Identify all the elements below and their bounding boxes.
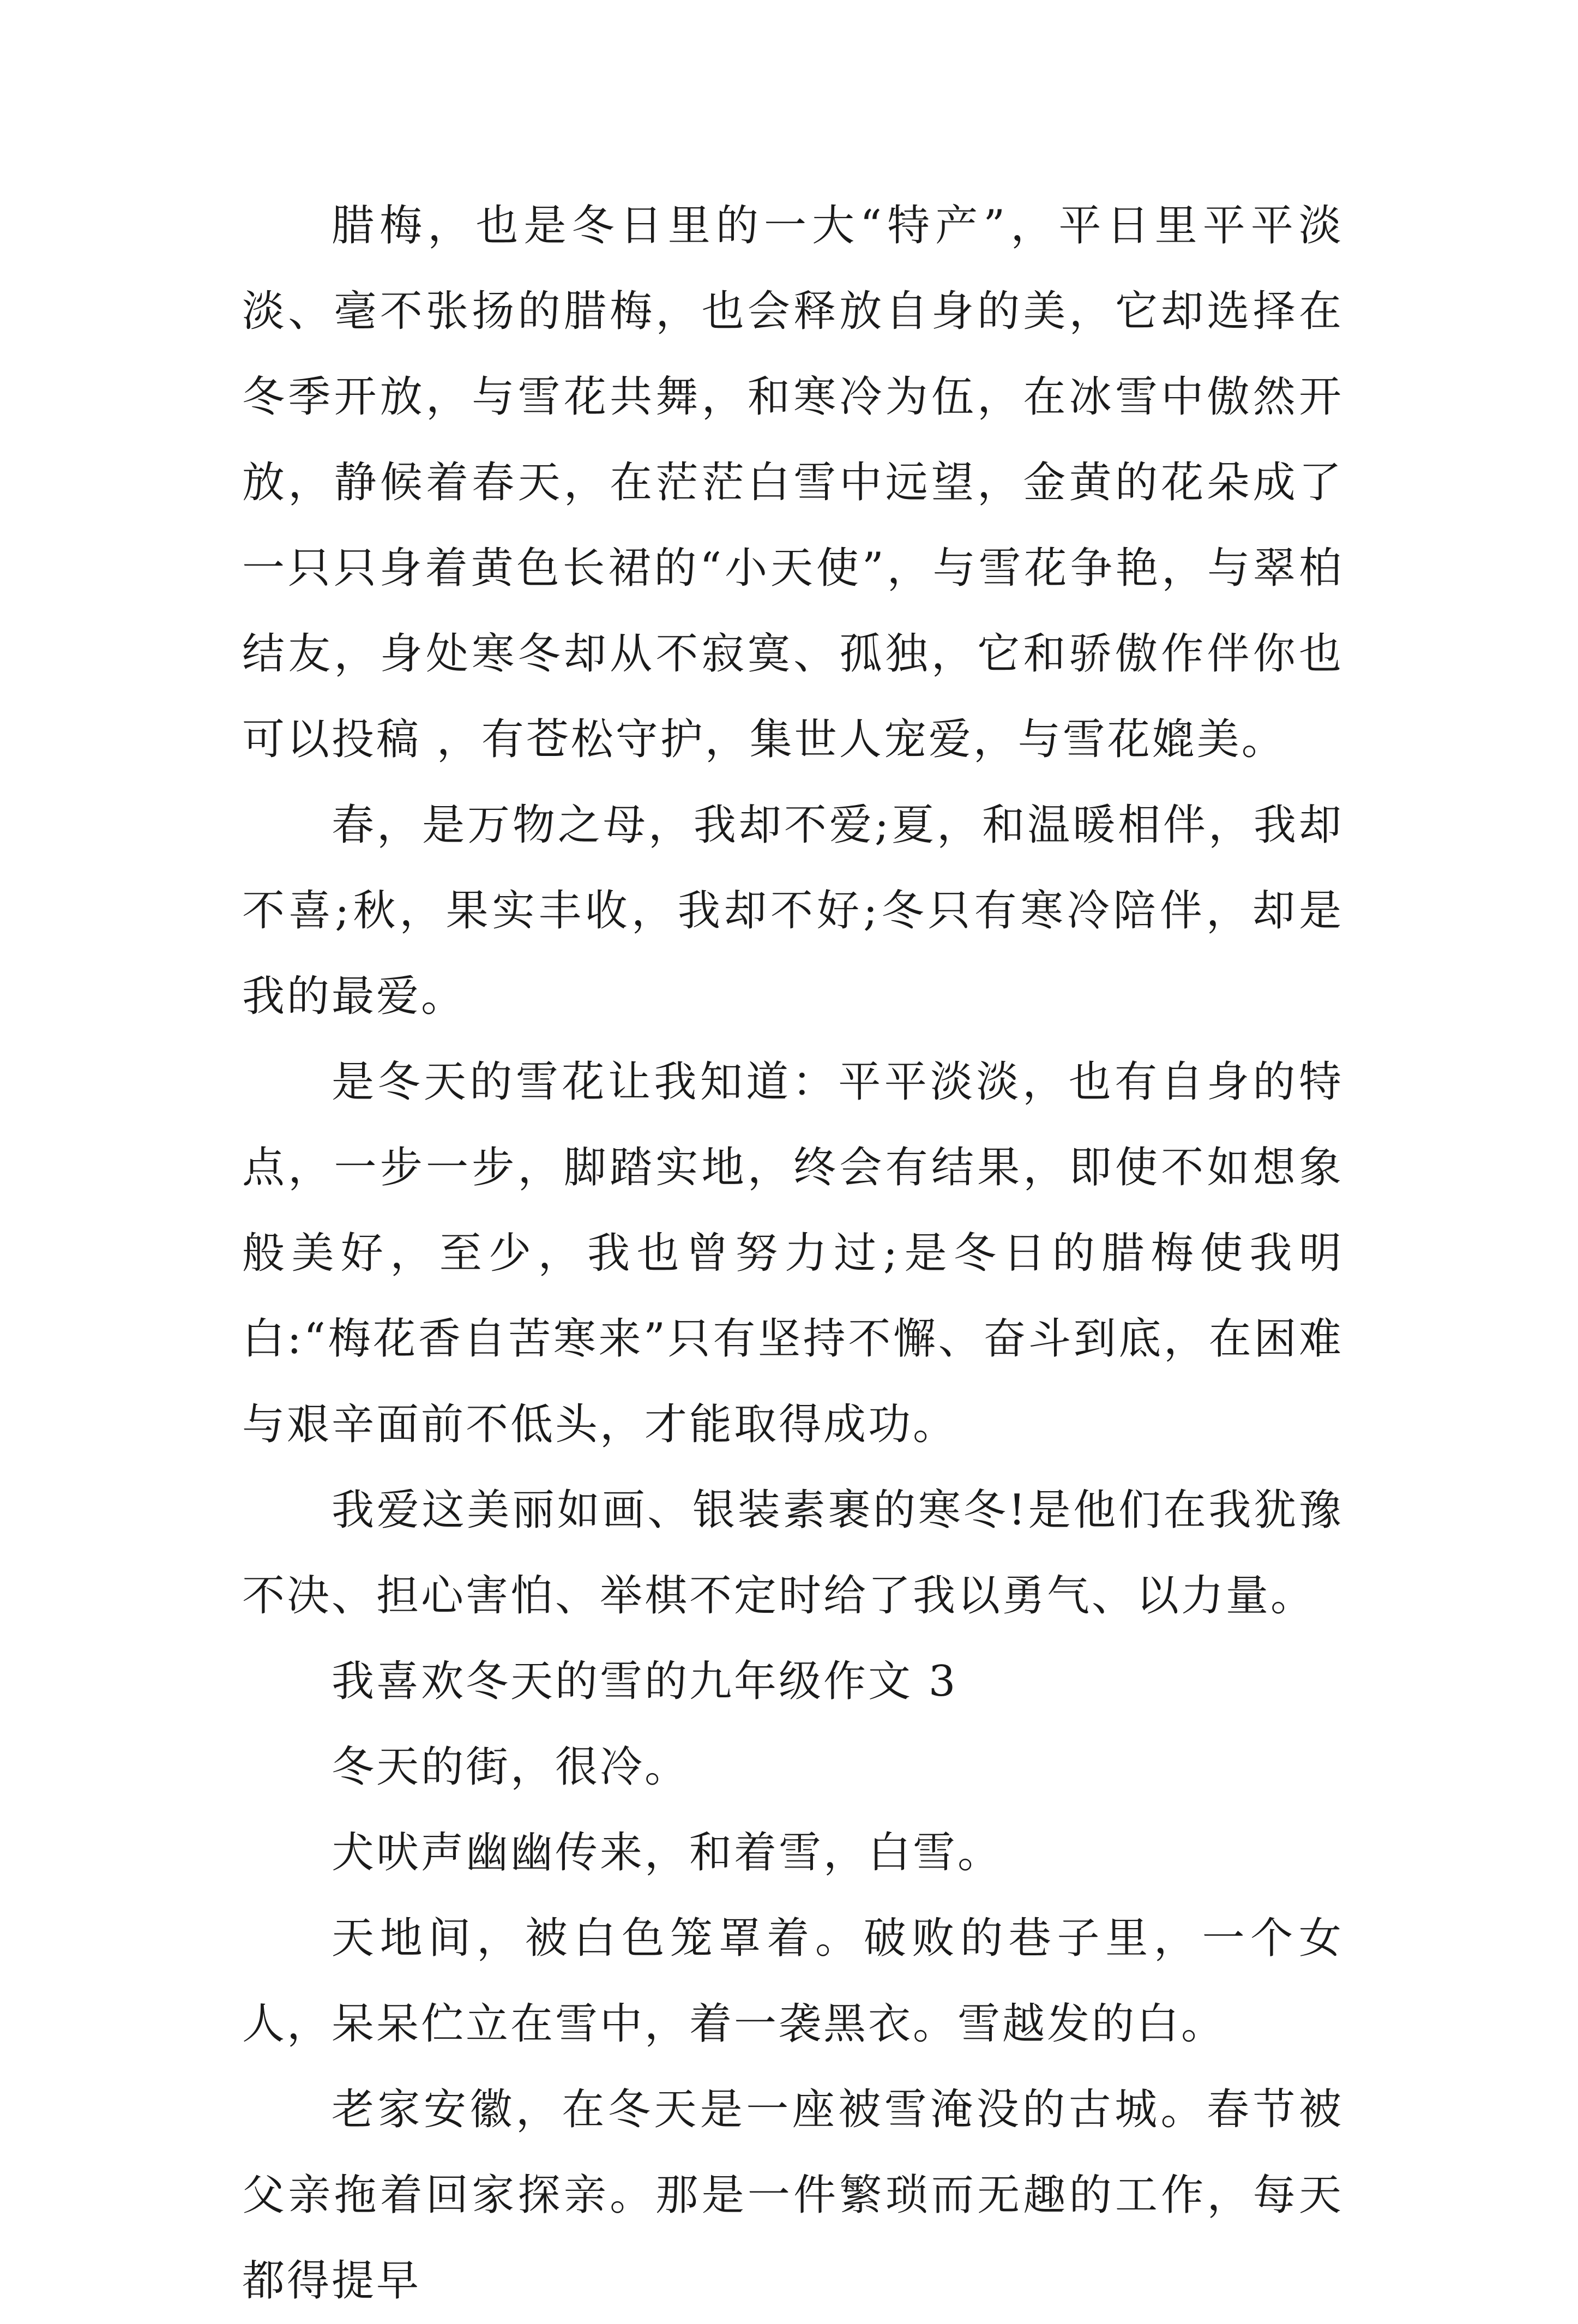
paragraph-wintersweet: 腊梅，也是冬日里的一大“特产”，平日里平平淡淡、毫不张扬的腊梅，也会释放自身的美，它却选择在冬季开放，与雪花共舞，和寒冷为伍，在冰雪中傲然开放，静候着春天，在茫茫白雪中远望，金黄的花朵成了一只只身着黄色长裙的“小天使”，与雪花争艳，与翠柏结友，身处寒冬却从不寂寞、孤独，它和骄傲作伴你也可以投稿 ，有苍松守护，集世人宠爱，与雪花媲美。: [242, 201, 1344, 764]
paragraph-lesson: 是冬天的雪花让我知道：平平淡淡，也有自身的特点，一步一步，脚踏实地，终会有结果，即使不如想象般美好，至少，我也曾努力过;是冬日的腊梅使我明白:“梅花香自苦寒来”只有坚持不懈、奋斗到底，在困难与艰辛面前不低头，才能取得成功。: [242, 1058, 1344, 1449]
body-text: [242, 183, 1344, 2324]
paragraph-love-winter: 我爱这美丽如画、银装素裹的寒冬!是他们在我犹豫不决、担心害怕、举棋不定时给了我以勇气、以力量。: [242, 1486, 1344, 1620]
paragraph-seasons: 春，是万物之母，我却不爱;夏，和温暖相伴，我却不喜;秋，果实丰收，我却不好;冬只有寒冷陪伴，却是我的最爱。: [242, 801, 1344, 1021]
paragraph-cold-street: 冬天的街，很冷。: [332, 1743, 690, 1792]
essay-heading: 我喜欢冬天的雪的九年级作文 3: [332, 1657, 958, 1706]
paragraph-hometown: 老家安徽，在冬天是一座被雪淹没的古城。春节被父亲拖着回家探亲。那是一件繁琐而无趣的工作，每天都得提早: [242, 2085, 1344, 2305]
paragraph-woman-in-snow: 天地间，被白色笼罩着。破败的巷子里，一个女人，呆呆伫立在雪中，着一袭黑衣。雪越发的白。: [242, 1914, 1344, 2049]
paragraph-dog-bark: 犬吠声幽幽传来，和着雪，白雪。: [332, 1828, 1003, 1877]
